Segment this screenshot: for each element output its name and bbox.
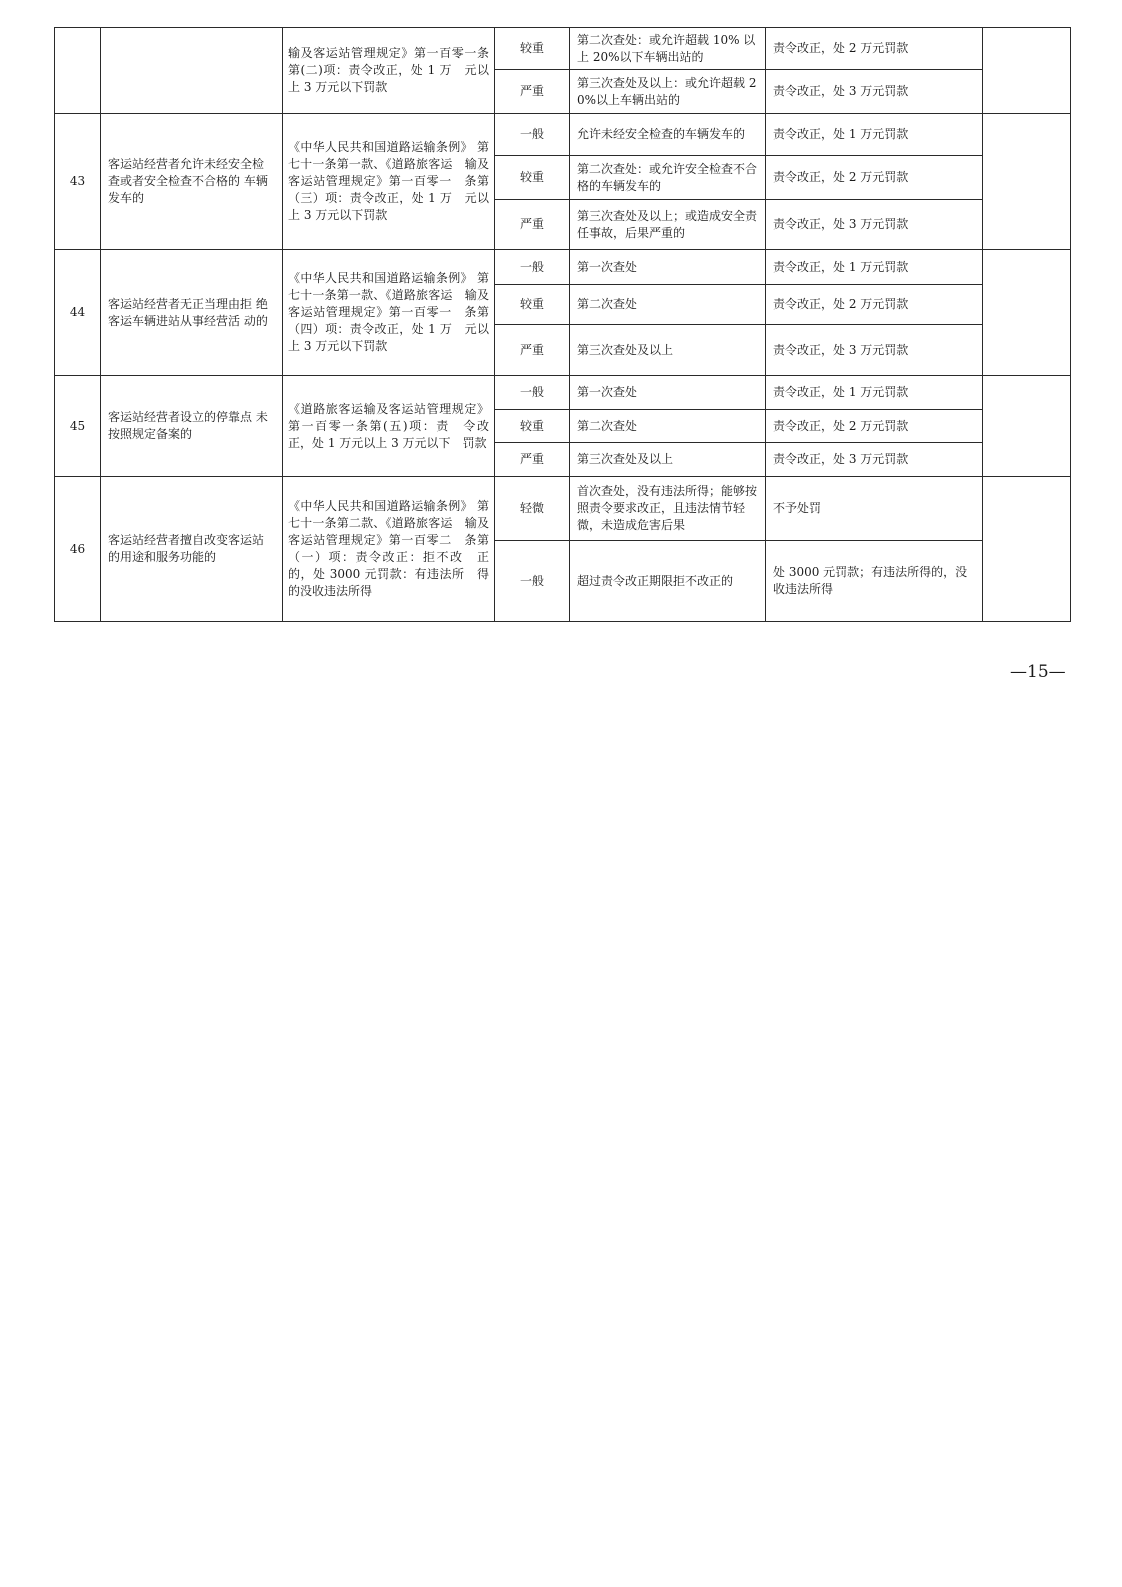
penalty-standard-cell: 处 3000 元罚款；有违法所得的，没收违法所得 xyxy=(766,541,983,622)
violation-behavior-cell: 客运站经营者允许未经安全检查或者安全检查不合格的 车辆发车的 xyxy=(101,114,283,250)
severity-level-cell: 一般 xyxy=(495,114,570,156)
applicable-condition-cell: 第三次查处及以上 xyxy=(570,325,766,376)
penalty-standard-cell: 不予处罚 xyxy=(766,477,983,541)
applicable-condition-cell: 首次查处，没有违法所得；能够按照责令要求改正，且违法情节轻微，未造成危害后果 xyxy=(570,477,766,541)
penalty-standard-cell: 责令改正，处 1 万元罚款 xyxy=(766,114,983,156)
severity-level-cell: 较重 xyxy=(495,410,570,443)
applicable-condition-cell: 允许未经安全检查的车辆发车的 xyxy=(570,114,766,156)
remarks-cell xyxy=(983,477,1071,622)
severity-level-cell: 严重 xyxy=(495,200,570,250)
penalty-standard-cell: 责令改正，处 2 万元罚款 xyxy=(766,28,983,70)
penalty-standard-cell: 责令改正，处 1 万元罚款 xyxy=(766,250,983,285)
severity-level-cell: 较重 xyxy=(495,156,570,200)
penalty-standard-cell: 责令改正，处 2 万元罚款 xyxy=(766,156,983,200)
applicable-condition-cell: 第一次查处 xyxy=(570,376,766,410)
applicable-condition-cell: 第二次查处 xyxy=(570,285,766,325)
item-number-cell: 45 xyxy=(55,376,101,477)
applicable-condition-cell: 第三次查处及以上：或允许超载 20%以上车辆出站的 xyxy=(570,70,766,114)
penalty-standard-cell: 责令改正，处 3 万元罚款 xyxy=(766,70,983,114)
applicable-condition-cell: 第一次查处 xyxy=(570,250,766,285)
severity-level-cell: 严重 xyxy=(495,325,570,376)
table-row xyxy=(55,28,1071,70)
severity-level-cell: 一般 xyxy=(495,250,570,285)
table-row xyxy=(55,477,1071,541)
applicable-condition-cell: 超过责令改正期限拒不改正的 xyxy=(570,541,766,622)
table-row xyxy=(55,114,1071,156)
page-number: —15— xyxy=(1010,662,1066,682)
violation-behavior-cell: 客运站经营者设立的停靠点 未按照规定备案的 xyxy=(101,376,283,477)
item-number-cell xyxy=(55,28,101,114)
legal-basis-cell: 《中华人民共和国道路运输条例》 第七十一条第一款、《道路旅客运 输及客运站管理规定》第一百零一 条第（三）项：责令改正，处 1 万 元以上 3 万元以下罚款 xyxy=(283,114,495,250)
applicable-condition-cell: 第三次查处及以上；或造成安全责任事故，后果严重的 xyxy=(570,200,766,250)
penalty-standard-cell: 责令改正，处 3 万元罚款 xyxy=(766,443,983,477)
penalty-standard-cell: 责令改正，处 2 万元罚款 xyxy=(766,410,983,443)
table-row xyxy=(55,250,1071,285)
table-row xyxy=(55,376,1071,410)
severity-level-cell: 一般 xyxy=(495,541,570,622)
legal-basis-cell: 《中华人民共和国道路运输条例》 第七十一条第二款、《道路旅客运 输及客运站管理规定》第一百零二 条第（一）项：责令改正：拒不改 正的，处 3000 元罚款：有违法所 得的没收违法所得 xyxy=(283,477,495,622)
remarks-cell xyxy=(983,114,1071,250)
severity-level-cell: 严重 xyxy=(495,70,570,114)
applicable-condition-cell: 第三次查处及以上 xyxy=(570,443,766,477)
penalty-standards-table xyxy=(54,27,1071,622)
severity-level-cell: 严重 xyxy=(495,443,570,477)
severity-level-cell: 较重 xyxy=(495,285,570,325)
penalty-standard-cell: 责令改正，处 2 万元罚款 xyxy=(766,285,983,325)
violation-behavior-cell: 客运站经营者擅自改变客运站的用途和服务功能的 xyxy=(101,477,283,622)
applicable-condition-cell: 第二次查处：或允许安全检查不合格的车辆发车的 xyxy=(570,156,766,200)
legal-basis-cell: 《道路旅客运输及客运站管理规定》第一百零一条第(五)项：责 令改正，处 1 万元以上 3 万元以下 罚款 xyxy=(283,376,495,477)
remarks-cell xyxy=(983,28,1071,114)
remarks-cell xyxy=(983,376,1071,477)
penalty-standard-cell: 责令改正，处 3 万元罚款 xyxy=(766,325,983,376)
penalty-standard-cell: 责令改正，处 3 万元罚款 xyxy=(766,200,983,250)
legal-basis-cell: 《中华人民共和国道路运输条例》 第七十一条第一款、《道路旅客运 输及客运站管理规定》第一百零一 条第（四）项：责令改正，处 1 万 元以上 3 万元以下罚款 xyxy=(283,250,495,376)
severity-level-cell: 一般 xyxy=(495,376,570,410)
item-number-cell: 43 xyxy=(55,114,101,250)
applicable-condition-cell: 第二次查处：或允许超载 10% 以上 20%以下车辆出站的 xyxy=(570,28,766,70)
item-number-cell: 44 xyxy=(55,250,101,376)
severity-level-cell: 较重 xyxy=(495,28,570,70)
violation-behavior-cell: 客运站经营者无正当理由拒 绝客运车辆进站从事经营活 动的 xyxy=(101,250,283,376)
remarks-cell xyxy=(983,250,1071,376)
violation-behavior-cell xyxy=(101,28,283,114)
item-number-cell: 46 xyxy=(55,477,101,622)
legal-basis-cell: 输及客运站管理规定》第一百零一条第(二)项：责令改正，处 1 万 元以上 3 万元以下罚款 xyxy=(283,28,495,114)
penalty-standard-cell: 责令改正，处 1 万元罚款 xyxy=(766,376,983,410)
severity-level-cell: 轻微 xyxy=(495,477,570,541)
applicable-condition-cell: 第二次查处 xyxy=(570,410,766,443)
